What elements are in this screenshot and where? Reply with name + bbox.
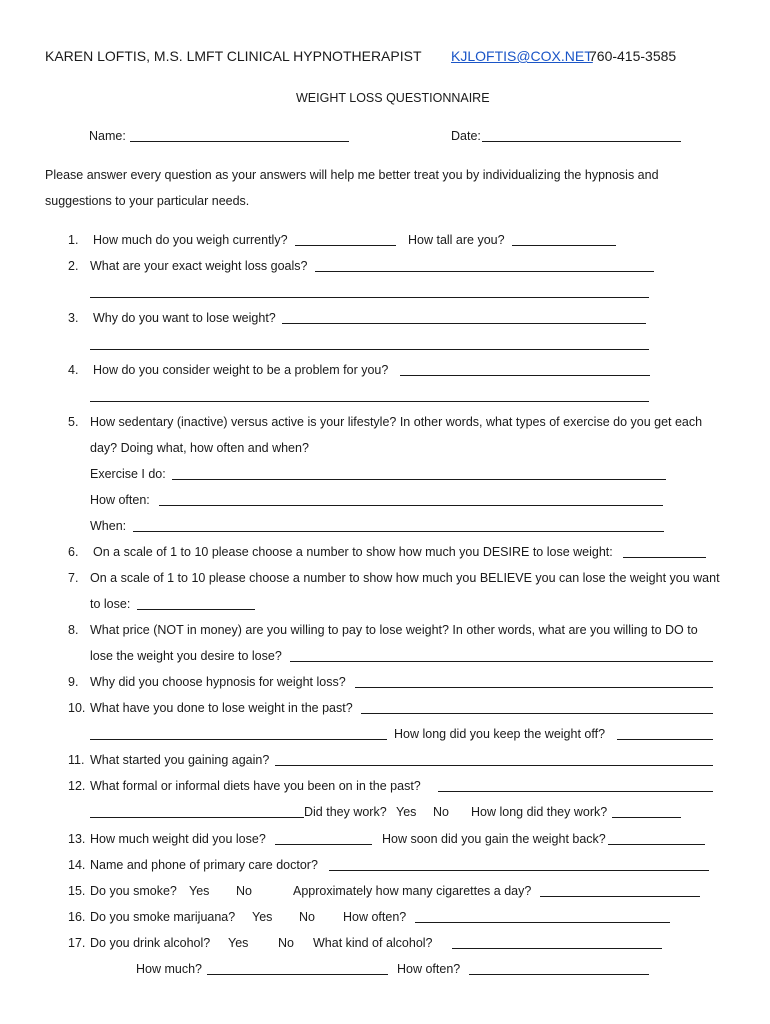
q10-how-long-field[interactable] [617,739,713,740]
q17-how-often-field[interactable] [469,974,649,975]
q4-field[interactable] [400,375,650,376]
q15-number: 15. [68,884,86,898]
q4-number: 4. [68,363,79,377]
q17-kind-field[interactable] [452,948,662,949]
q17-yes-option[interactable]: Yes [228,936,249,950]
q12-field-2[interactable] [90,817,304,818]
q5-exercise-label: Exercise I do: [90,467,166,481]
q3-number: 3. [68,311,79,325]
q17-text: Do you drink alcohol? [90,936,211,950]
q5-text-line-1: How sedentary (inactive) versus active is your lifestyle? In other words, what types of exercise do you get each [90,415,703,429]
q7-field[interactable] [137,609,255,610]
name-field[interactable] [130,141,349,142]
q5-when-label: When: [90,519,127,533]
q2-field[interactable] [315,271,654,272]
q13-gain-back-field[interactable] [608,844,705,845]
intro-line-2: suggestions to your particular needs. [45,194,250,208]
q16-text: Do you smoke marijuana? [90,910,236,924]
q17-number: 17. [68,936,86,950]
phone-number: 760-415-3585 [589,48,677,64]
q16-text-2: How often? [343,910,407,924]
q14-field[interactable] [329,870,709,871]
q1-height-field[interactable] [512,245,616,246]
q10-field[interactable] [361,713,713,714]
q7-text-line-1: On a scale of 1 to 10 please choose a number to show how much you BELIEVE you can lose the weight you want [90,571,720,585]
q17-how-often-label: How often? [397,962,461,976]
q2-field-2[interactable] [90,297,649,298]
date-field[interactable] [482,141,681,142]
practitioner-title: KAREN LOFTIS, M.S. LMFT CLINICAL HYPNOTHERAPIST [45,48,422,64]
q8-field[interactable] [290,661,713,662]
q12-did-work-label: Did they work? [304,805,387,819]
q12-text: What formal or informal diets have you been on in the past? [90,779,421,793]
q5-how-often-field[interactable] [159,505,663,506]
q4-field-2[interactable] [90,401,649,402]
q15-yes-option[interactable]: Yes [189,884,210,898]
email-link[interactable]: KJLOFTIS@COX.NET [451,48,593,64]
q3-field[interactable] [282,323,646,324]
q5-when-field[interactable] [133,531,664,532]
q13-number: 13. [68,832,86,846]
q11-number: 11. [68,753,85,767]
q1-weight-field[interactable] [295,245,396,246]
q2-text: What are your exact weight loss goals? [90,259,308,273]
q14-text: Name and phone of primary care doctor? [90,858,318,872]
q8-number: 8. [68,623,79,637]
q10-text-2: How long did you keep the weight off? [394,727,606,741]
name-label: Name: [89,129,126,143]
q5-text-line-2: day? Doing what, how often and when? [90,441,309,455]
q17-text-2: What kind of alcohol? [313,936,433,950]
q1-number: 1. [68,233,79,247]
q15-cigarettes-field[interactable] [540,896,700,897]
q4-text: How do you consider weight to be a problem for you? [93,363,389,377]
q15-text: Do you smoke? [90,884,177,898]
q16-yes-option[interactable]: Yes [252,910,273,924]
q3-field-2[interactable] [90,349,649,350]
q6-text: On a scale of 1 to 10 please choose a number to show how much you DESIRE to lose weight: [93,545,613,559]
q8-text-line-1: What price (NOT in money) are you willing to pay to lose weight? In other words, what are you willing to DO to [90,623,698,637]
page-title: WEIGHT LOSS QUESTIONNAIRE [296,91,490,105]
q10-field-2[interactable] [90,739,387,740]
q5-how-often-label: How often: [90,493,150,507]
q12-number: 12. [68,779,86,793]
q15-no-option[interactable]: No [236,884,252,898]
q12-how-long-label: How long did they work? [471,805,608,819]
q11-field[interactable] [275,765,713,766]
q15-text-2: Approximately how many cigarettes a day? [293,884,532,898]
q9-field[interactable] [355,687,713,688]
q13-text-2: How soon did you gain the weight back? [382,832,606,846]
q9-number: 9. [68,675,79,689]
q16-how-often-field[interactable] [415,922,670,923]
q6-number: 6. [68,545,79,559]
q12-yes-option[interactable]: Yes [396,805,417,819]
q5-exercise-field[interactable] [172,479,666,480]
q10-text: What have you done to lose weight in the past? [90,701,353,715]
q5-number: 5. [68,415,79,429]
q12-field[interactable] [438,791,713,792]
q13-text: How much weight did you lose? [90,832,266,846]
q7-text-line-2: to lose: [90,597,131,611]
q6-field[interactable] [623,557,706,558]
q17-how-much-label: How much? [136,962,202,976]
q3-text: Why do you want to lose weight? [93,311,276,325]
q8-text-line-2: lose the weight you desire to lose? [90,649,282,663]
intro-line-1: Please answer every question as your answers will help me better treat you by individualizing the hypnosis and [45,168,659,182]
q12-no-option[interactable]: No [433,805,449,819]
q14-number: 14. [68,858,86,872]
q13-lost-field[interactable] [275,844,372,845]
q11-text: What started you gaining again? [90,753,270,767]
q9-text: Why did you choose hypnosis for weight loss? [90,675,346,689]
q2-number: 2. [68,259,79,273]
q16-no-option[interactable]: No [299,910,315,924]
q1-text-2: How tall are you? [408,233,505,247]
q1-text: How much do you weigh currently? [93,233,288,247]
date-label: Date: [451,129,481,143]
q12-how-long-field[interactable] [612,817,681,818]
q17-how-much-field[interactable] [207,974,388,975]
q17-no-option[interactable]: No [278,936,294,950]
q10-number: 10. [68,701,86,715]
q7-number: 7. [68,571,79,585]
q16-number: 16. [68,910,86,924]
